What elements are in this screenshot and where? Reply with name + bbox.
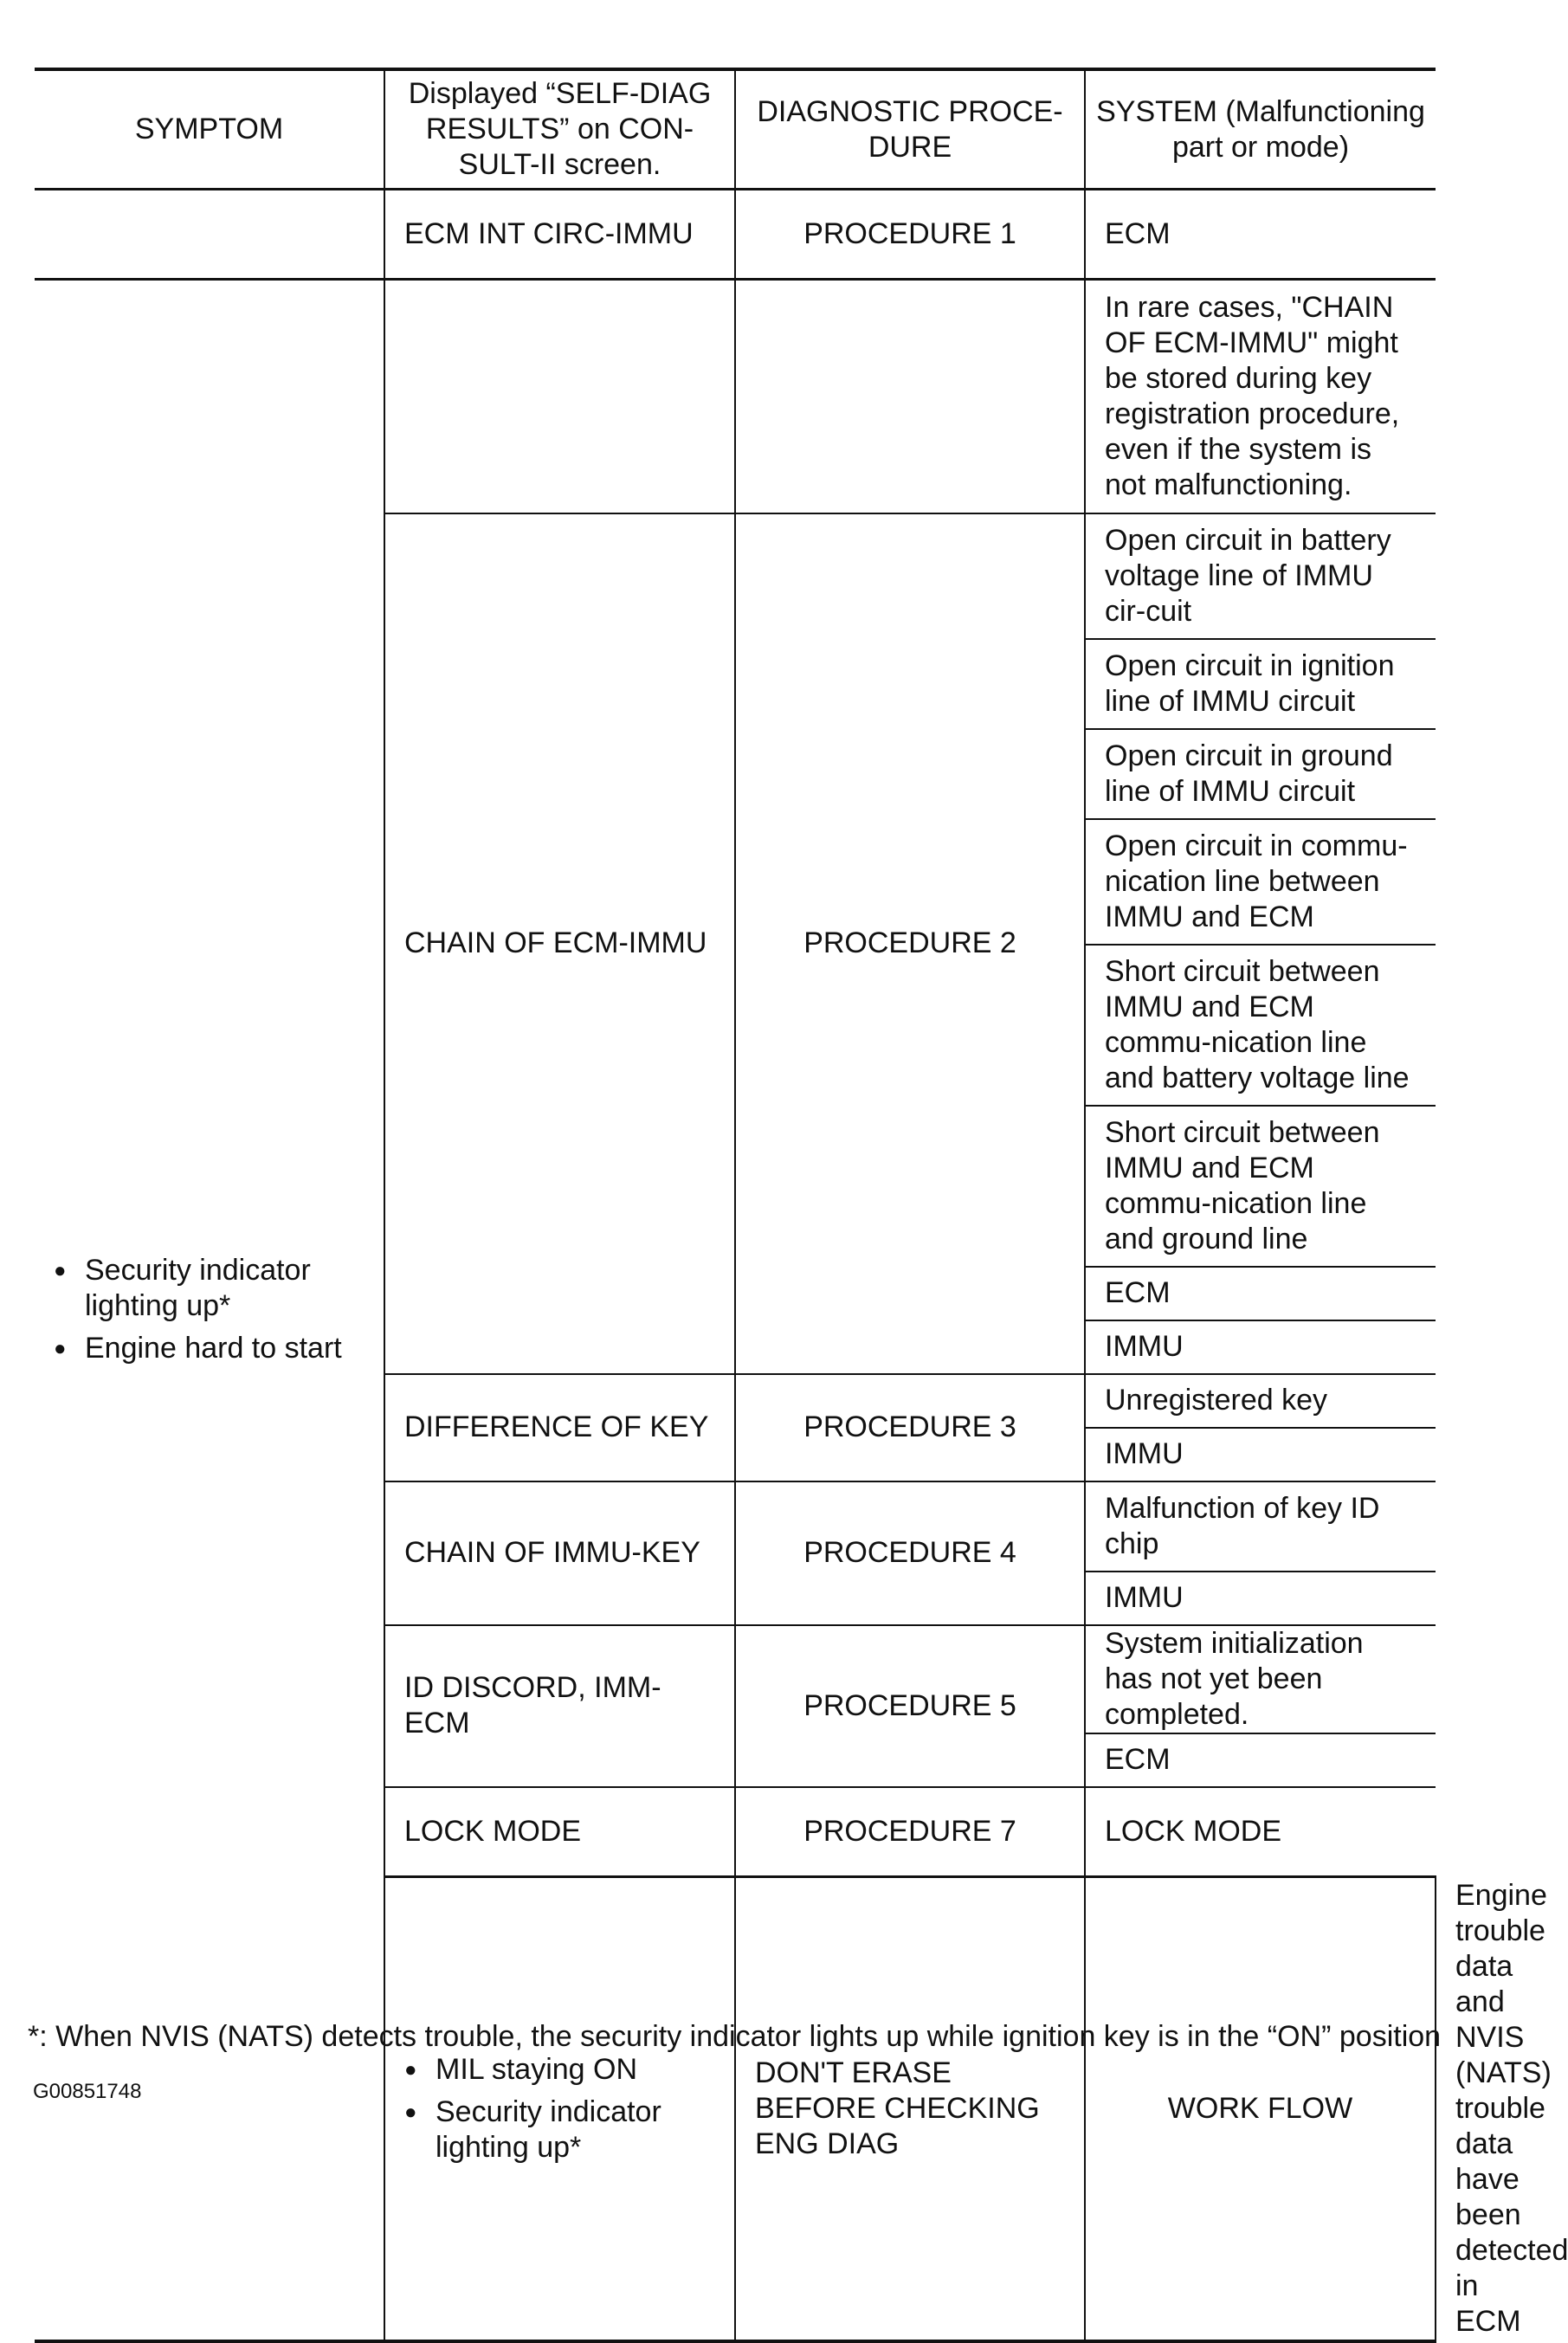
- symptom-cell-empty: [35, 190, 384, 280]
- list-item: ● MIL staying ON: [404, 2052, 715, 2088]
- system-cell: ECM: [1085, 190, 1436, 280]
- table-row: [35, 190, 1436, 280]
- result-cell: ID DISCORD, IMM-ECM: [384, 1625, 735, 1787]
- procedure-cell: PROCEDURE 7: [735, 1787, 1085, 1877]
- table-row: ● MIL staying ON ● Security indicator lighting up* DON'T ERASE BEFORE CHECKING ENG DIAG WORK FLOW Engine trouble data and NVIS (NATS) trouble data have been detected in ECM: [35, 1877, 1436, 2341]
- system-cell: IMMU: [1085, 1572, 1436, 1625]
- system-cell: IMMU: [1085, 1428, 1436, 1481]
- system-cell: Open circuit in commu-nication line between IMMU and ECM: [1085, 819, 1436, 945]
- header-displayed-results: Displayed “SELF-DIAG RESULTS” on CON-SULT-II screen.: [384, 69, 735, 190]
- result-cell: CHAIN OF IMMU-KEY: [384, 1481, 735, 1625]
- system-cell: Short circuit between IMMU and ECM commu-nication line and ground line: [1085, 1106, 1436, 1267]
- list-item: ● Security indicator lighting up*: [404, 2094, 715, 2166]
- procedure-cell: WORK FLOW: [1085, 1877, 1436, 2341]
- result-cell: DIFFERENCE OF KEY: [384, 1374, 735, 1481]
- symptom-cell: [384, 1877, 735, 2341]
- procedure-cell: PROCEDURE 2: [735, 513, 1085, 1374]
- table-row: [35, 280, 1436, 513]
- system-cell: ECM: [1085, 1733, 1436, 1787]
- system-cell: System initialization has not yet been completed.: [1085, 1625, 1436, 1733]
- procedure-cell-empty: [735, 280, 1085, 513]
- system-cell: LOCK MODE: [1085, 1787, 1436, 1877]
- header-row: [35, 69, 1436, 190]
- system-cell: IMMU: [1085, 1320, 1436, 1374]
- result-cell: DON'T ERASE BEFORE CHECKING ENG DIAG: [735, 1877, 1085, 2341]
- procedure-cell: PROCEDURE 1: [735, 190, 1085, 280]
- system-note-cell: In rare cases, "CHAIN OF ECM-IMMU" might be stored during key registration procedure, even if the system is not malfunctioning.: [1085, 280, 1436, 513]
- system-cell: Open circuit in ignition line of IMMU circuit: [1085, 639, 1436, 729]
- system-cell: Open circuit in ground line of IMMU circuit: [1085, 729, 1436, 819]
- header-symptom: SYMPTOM: [35, 69, 384, 190]
- result-cell: CHAIN OF ECM-IMMU: [384, 513, 735, 1374]
- diagnosis-table: [35, 68, 1568, 2343]
- list-item: ● Security indicator lighting up*: [54, 1253, 365, 1324]
- result-cell-empty: [384, 280, 735, 513]
- procedure-cell: PROCEDURE 5: [735, 1625, 1085, 1787]
- system-cell: Short circuit between IMMU and ECM commu-nication line and battery voltage line: [1085, 945, 1436, 1106]
- list-item: ● Engine hard to start: [54, 1331, 365, 1366]
- system-cell: Open circuit in battery voltage line of IMMU cir-cuit: [1085, 513, 1436, 639]
- result-cell: LOCK MODE: [384, 1787, 735, 1877]
- header-system: SYSTEM (Malfunctioning part or mode): [1085, 69, 1436, 190]
- system-cell: Malfunction of key ID chip: [1085, 1481, 1436, 1572]
- symptom-list: [54, 1253, 365, 1366]
- reference-code: G00851748: [33, 2080, 142, 2103]
- procedure-cell: PROCEDURE 3: [735, 1374, 1085, 1481]
- header-diagnostic-procedure: DIAGNOSTIC PROCE-DURE: [735, 69, 1085, 190]
- result-cell: ECM INT CIRC-IMMU: [384, 190, 735, 280]
- system-cell: ECM: [1085, 1267, 1436, 1320]
- system-cell: Unregistered key: [1085, 1374, 1436, 1428]
- symptom-list: [404, 2052, 715, 2166]
- procedure-cell: PROCEDURE 4: [735, 1481, 1085, 1625]
- footnote: *: When NVIS (NATS) detects trouble, the security indicator lights up while ignition key is in the “ON” position: [28, 2020, 1442, 2053]
